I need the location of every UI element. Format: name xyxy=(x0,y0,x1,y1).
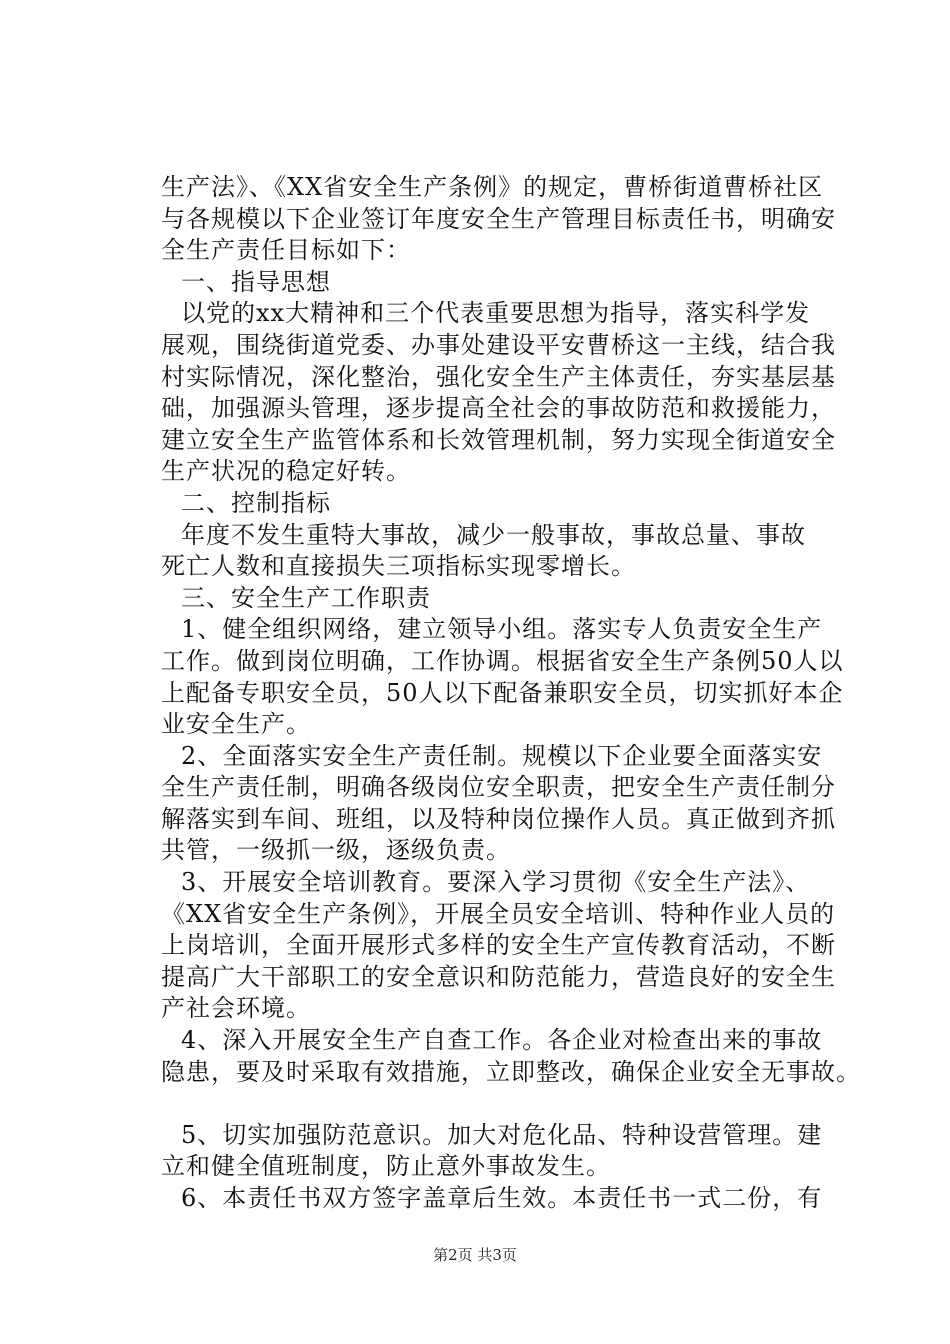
list-item-2: 2、全面落实安全生产责任制。规模以下企业要全面落实安 xyxy=(181,741,823,770)
text-line: 村实际情况，深化整治，强化安全生产主体责任，夯实基层基 xyxy=(161,362,836,391)
text-line: 以党的xx大精神和三个代表重要思想为指导，落实科学发 xyxy=(181,299,811,328)
text-line: 工作。做到岗位明确，工作协调。根据省安全生产条例50人以 xyxy=(161,646,844,675)
section-heading-responsibilities: 三、安全生产工作职责 xyxy=(181,583,431,612)
text-line: 业安全生产。 xyxy=(161,710,311,739)
list-item-1: 1、健全组织网络，建立领导小组。落实专人负责安全生产 xyxy=(181,615,823,644)
text-line: 全生产责任目标如下： xyxy=(161,236,411,265)
text-line: 产社会环境。 xyxy=(161,994,311,1023)
text-line: 年度不发生重特大事故，减少一般事故，事故总量、事故 xyxy=(181,520,806,549)
text-line: 生产状况的稳定好转。 xyxy=(161,457,411,486)
section-heading-control-indicators: 二、控制指标 xyxy=(181,488,331,517)
text-line: 生产法》、《XX省安全生产条例》的规定，曹桥街道曹桥社区 xyxy=(161,173,824,201)
page-number-footer: 第2页 共3页 xyxy=(433,1246,517,1264)
text-line: 《XX省安全生产条例》，开展全员安全培训、特种作业人员的 xyxy=(161,899,836,928)
text-line: 础，加强源头管理，逐步提高全社会的事故防范和救援能力， xyxy=(161,394,836,423)
text-line: 展观，围绕街道党委、办事处建设平安曹桥这一主线，结合我 xyxy=(161,330,836,359)
list-item-5: 5、切实加强防范意识。加大对危化品、特种设营管理。建 xyxy=(181,1120,823,1149)
text-line: 死亡人数和直接损失三项指标实现零增长。 xyxy=(161,552,636,581)
text-line: 共管，一级抓一级，逐级负责。 xyxy=(161,836,511,865)
text-line: 立和健全值班制度，防止意外事故发生。 xyxy=(161,1152,611,1181)
section-heading-guiding-thought: 一、指导思想 xyxy=(181,267,331,296)
text-line: 上岗培训，全面开展形式多样的安全生产宣传教育活动，不断 xyxy=(161,931,836,960)
list-item-4: 4、深入开展安全生产自查工作。各企业对检查出来的事故 xyxy=(181,1026,823,1055)
text-line: 提高广大干部职工的安全意识和防范能力，营造良好的安全生 xyxy=(161,962,836,991)
blank-line xyxy=(161,1088,833,1120)
text-line: 与各规模以下企业签订年度安全生产管理目标责任书，明确安 xyxy=(161,204,836,233)
text-line: 解落实到车间、班组，以及特种岗位操作人员。真正做到齐抓 xyxy=(161,804,836,833)
list-item-3: 3、开展安全培训教育。要深入学习贯彻《安全生产法》、 xyxy=(181,868,811,897)
text-line: 隐患，要及时采取有效措施，立即整改，确保企业安全无事故。 xyxy=(161,1057,861,1086)
document-body xyxy=(161,172,861,1215)
text-line: 建立安全生产监管体系和长效管理机制，努力实现全街道安全 xyxy=(161,425,836,454)
text-line: 全生产责任制，明确各级岗位安全职责，把安全生产责任制分 xyxy=(161,773,836,802)
list-item-6: 6、本责任书双方签字盖章后生效。本责任书一式二份，有 xyxy=(181,1184,823,1212)
text-line: 上配备专职安全员，50人以下配备兼职安全员，切实抓好本企 xyxy=(161,678,844,707)
